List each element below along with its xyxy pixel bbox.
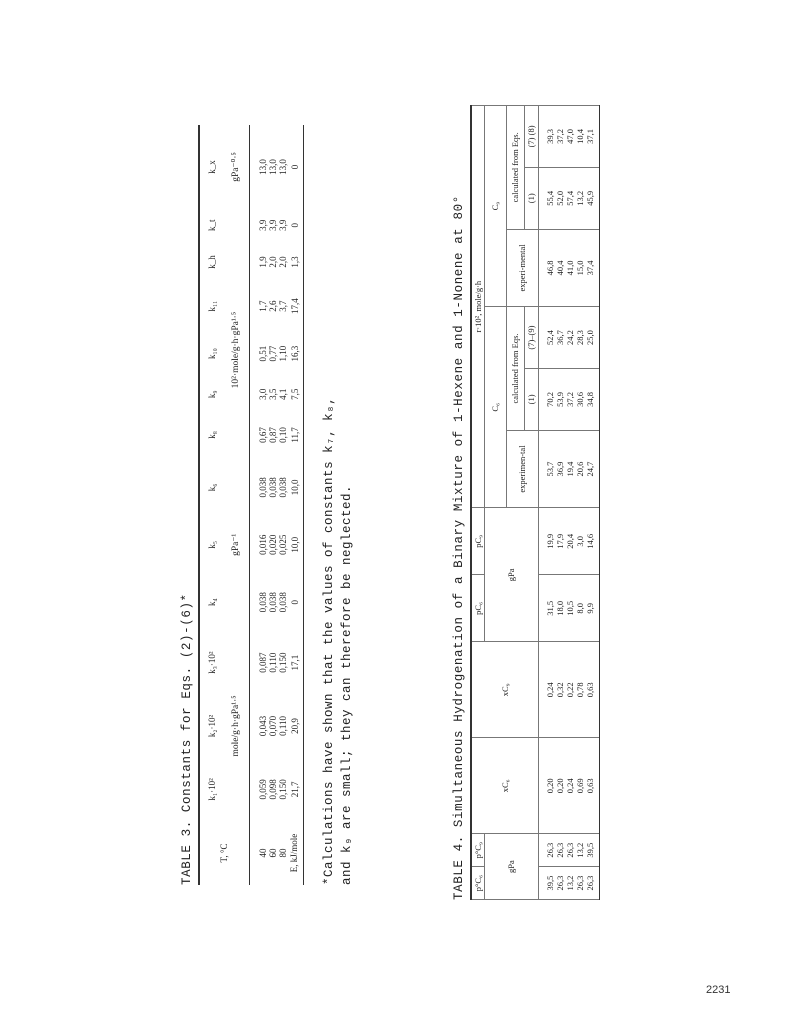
t4-header-eq7: (7)–(9) — [524, 307, 538, 369]
t4-header-xc6: xC₆ — [471, 738, 538, 834]
t3-header-kx: k_x — [199, 125, 223, 209]
t3-row: 60 0,098 0,070 0,110 0,038 0,020 0,038 0,87 3,5 0,77 2,6 2,0 3,9 13,0 — [267, 159, 278, 858]
table3-footnote: *Calculations have shown that the values of constants k₇, k₈, and k₉ are small; they can therefore be neglected. — [322, 396, 354, 885]
t4-header-c6: C₆ — [484, 307, 506, 508]
t4-header-pc6: pC₆ — [471, 575, 484, 642]
t4-header-xc9: xC₉ — [471, 642, 538, 738]
t3-header-k11: k₁₁ — [199, 282, 223, 329]
t3-header-kt: k_t — [199, 209, 223, 242]
t3-header-k3: k₃·10² — [199, 631, 223, 694]
table4 — [470, 105, 600, 900]
t3-unit-1e2mole: 10²·mole/g·h·gPa¹·⁵ — [223, 242, 249, 459]
t4-unit-gpa-b: gPa — [484, 508, 538, 642]
t3-header-k10: k₁₀ — [199, 330, 223, 377]
t3-header-k4: k₄ — [199, 574, 223, 631]
t3-unit-gpa-05: gPa⁻⁰·⁵ — [223, 125, 249, 209]
t3-header-k1: k₁·10² — [199, 758, 223, 821]
t4-header-exp-c6: experimen-tal — [506, 430, 538, 508]
t4-header-p0c9: p°C₉ — [471, 834, 484, 867]
t3-header-k5: k₅ — [199, 516, 223, 573]
t3-unit-mole: mole/g·h·gPa¹·⁵ — [223, 631, 249, 821]
table4-caption: TABLE 4. Simultaneous Hydrogenation of a Binary Mixture of 1-Hexene and 1-Nonene at 80° — [452, 195, 466, 900]
t4-header-calc-c9: calculated from Eqs. — [506, 106, 524, 230]
t4-header-exp-c9: experi-mental — [506, 229, 538, 307]
t4-row: 13,2 26,3 0,24 0,22 10,5 20,4 19,4 37,2 24,2 41,0 57,4 47,0 — [565, 106, 575, 900]
t4-header-eq7b: (7) (8) — [524, 106, 538, 168]
t4-header-calc-c6: calculated from Eqs. — [506, 307, 524, 431]
t4-header-rate: r·10², mole/g·h — [471, 106, 484, 508]
t3-header-k2: k₂·10² — [199, 694, 223, 757]
table3-block — [180, 125, 356, 885]
table3 — [198, 125, 304, 885]
t4-row: 39,5 26,3 0,20 0,24 31,5 19,9 53,7 70,2 52,4 46,8 55,4 39,3 — [538, 106, 555, 900]
t3-header-k9: k₉ — [199, 377, 223, 411]
t4-row: 26,3 39,5 0,63 0,63 9,9 14,6 24,7 34,8 25,0 37,4 45,9 37,1 — [585, 106, 600, 900]
t3-e-row: E, kJ/mole 21,7 20,9 17,1 0 10,0 10,0 11,7 7,5 16,3 17,4 1,3 0 0 — [288, 125, 304, 885]
t3-header-kh: k_h — [199, 242, 223, 283]
t4-header-eq1b: (1) — [524, 167, 538, 229]
t4-unit-gpa-a: gPa — [484, 834, 538, 900]
table3-caption: TABLE 3. Constants for Eqs. (2)-(6)* — [180, 593, 194, 885]
t4-header-pc9: pC₉ — [471, 508, 484, 575]
t3-row: 80 0,150 0,110 0,150 0,038 0,025 0,038 0,10 4,1 1,10 3,7 2,0 3,9 13,0 — [277, 159, 288, 858]
table4-block — [452, 100, 600, 900]
t3-unit-gpa: gPa⁻¹ — [223, 459, 249, 631]
t3-header-T: T, °C — [199, 821, 249, 885]
t4-header-eq1: (1) — [524, 368, 538, 430]
t4-header-p0c6: p°C₆ — [471, 867, 484, 900]
t3-row: 40 0,059 0,043 0,087 0,038 0,016 0,038 0,67 3,0 0,51 1,7 1,9 3,9 13,0 — [257, 159, 268, 858]
page-number: 2231 — [706, 984, 731, 996]
t4-row: 26,3 13,2 0,69 0,78 8,0 3,0 20,6 30,6 28,3 15,0 13,2 10,4 — [575, 106, 585, 900]
t4-header-c9: C₉ — [484, 106, 506, 307]
t3-header-k6: k₆ — [199, 459, 223, 516]
t3-header-k8: k₈ — [199, 411, 223, 458]
t4-row: 26,3 26,3 0,20 0,32 18,0 17,9 36,9 53,9 36,7 40,4 52,0 37,2 — [555, 106, 565, 900]
